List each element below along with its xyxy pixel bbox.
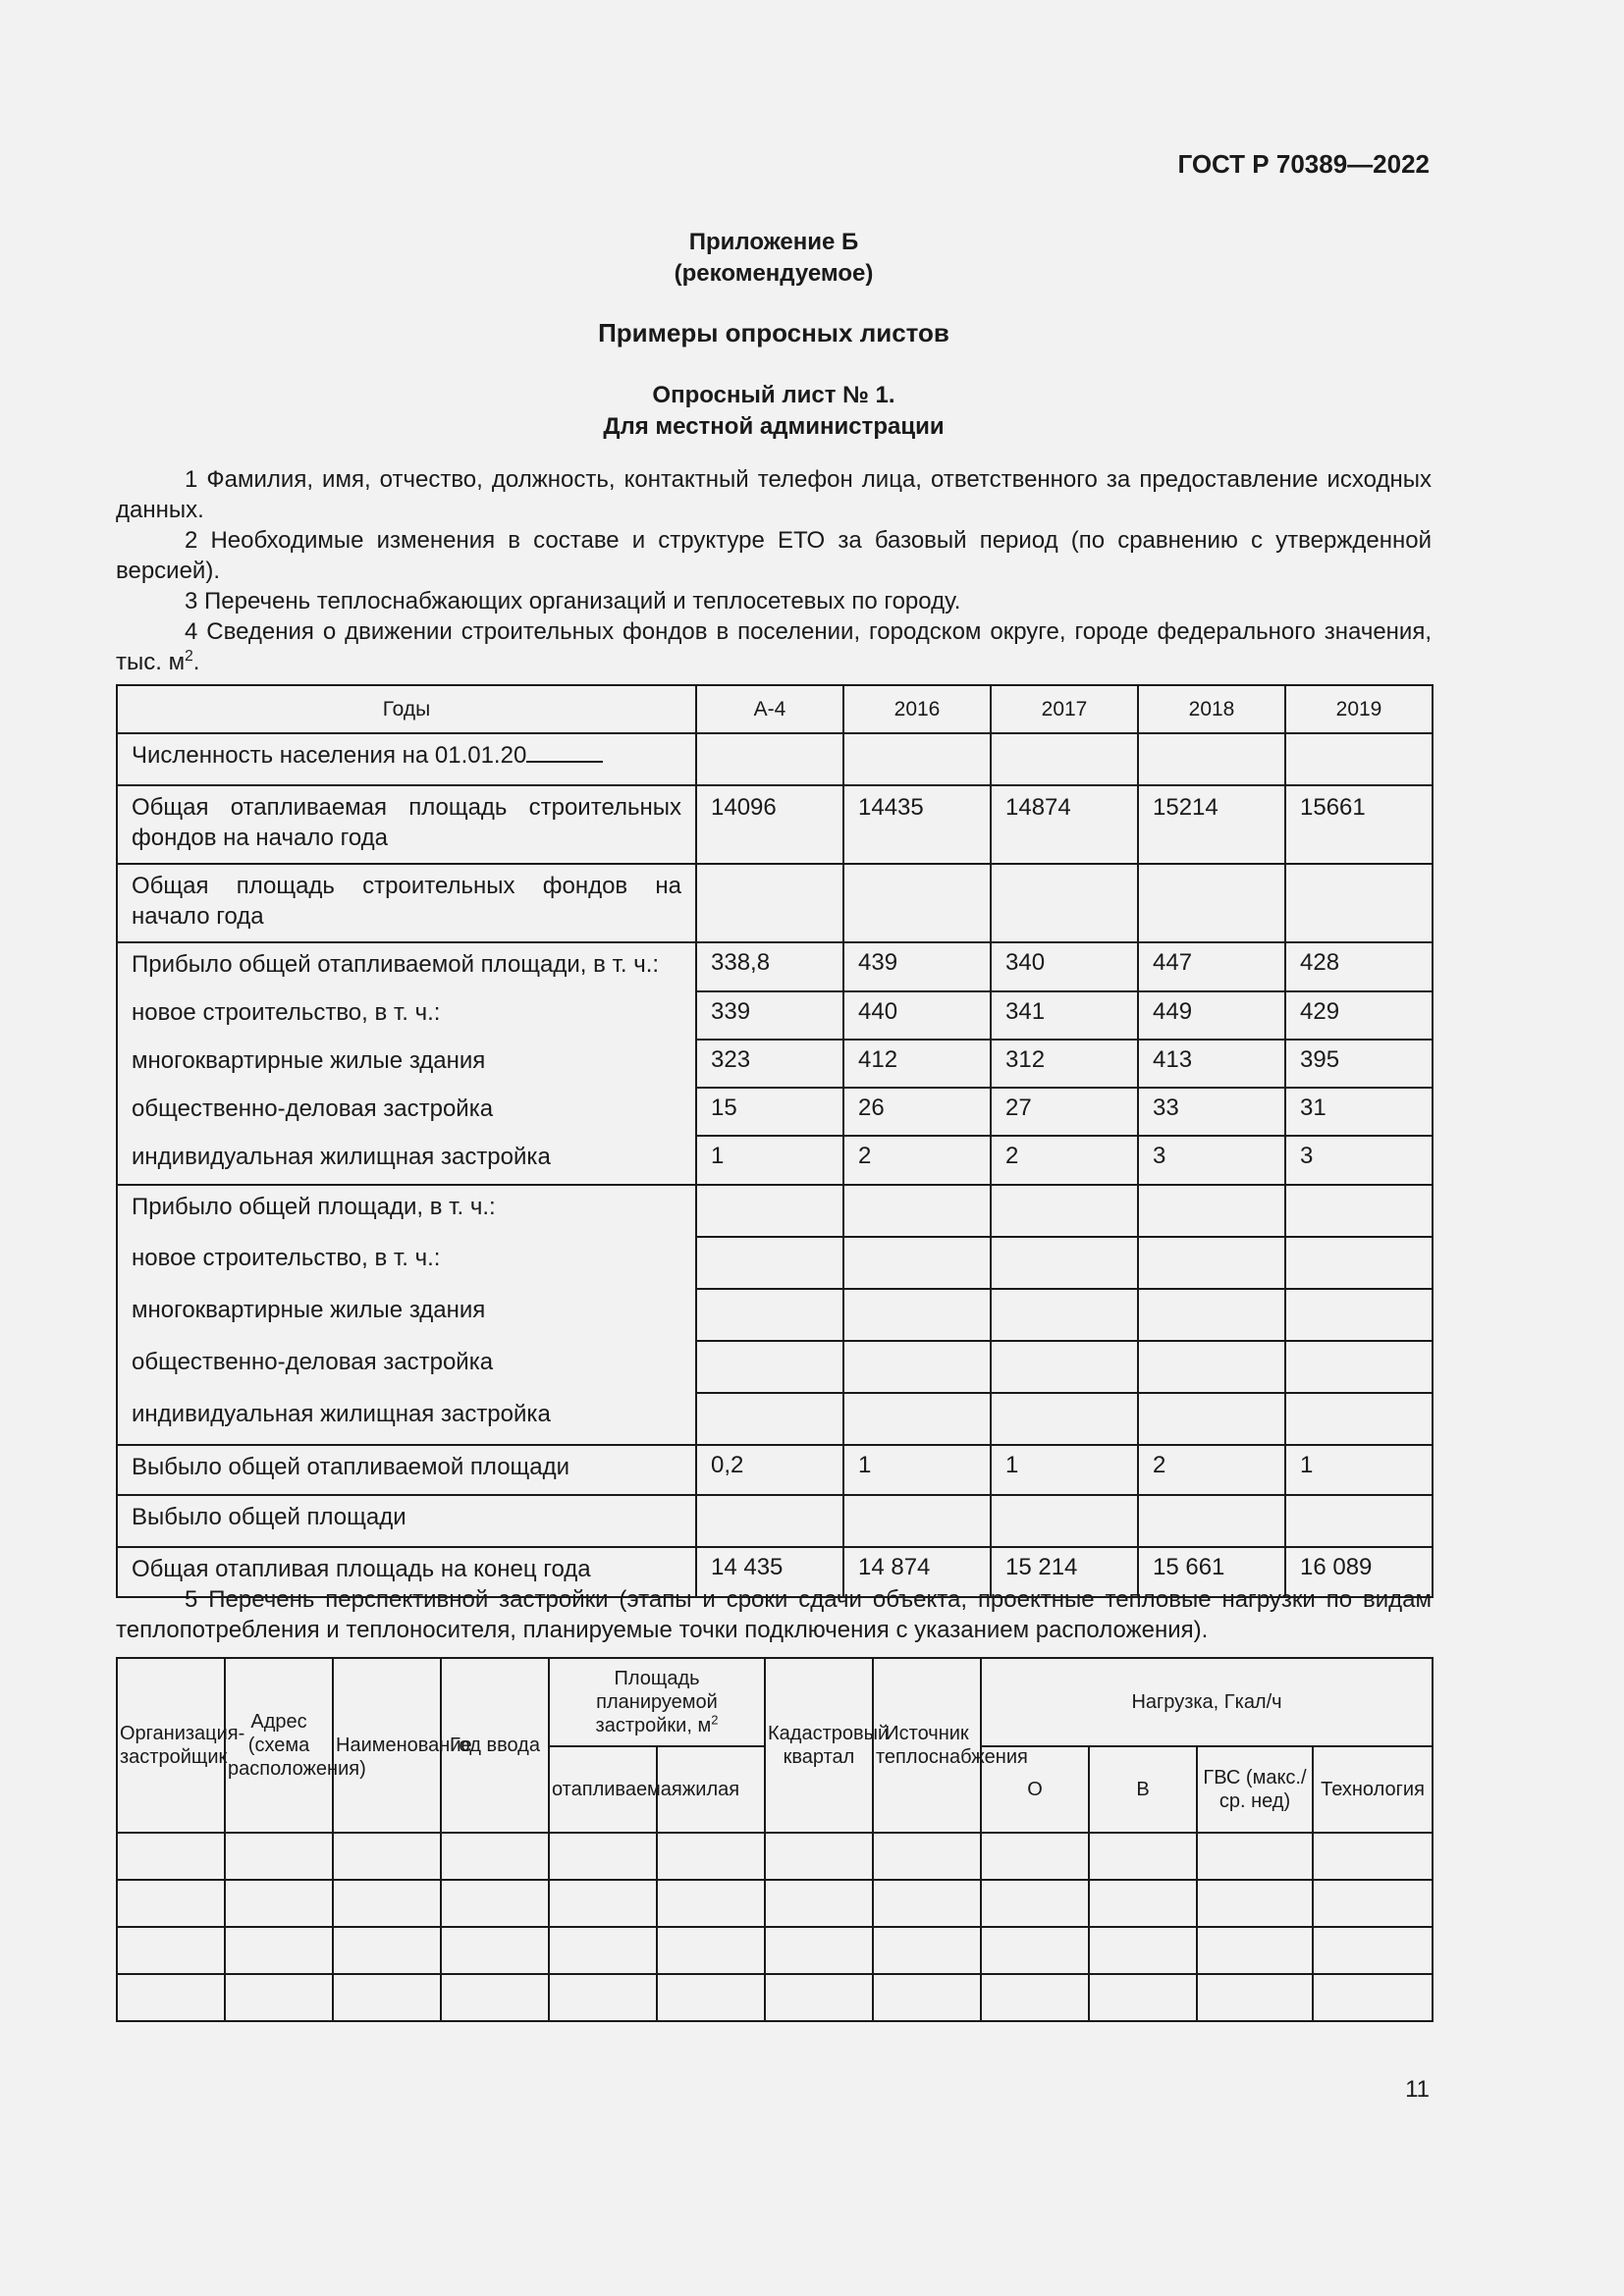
table-cell <box>991 1237 1138 1289</box>
table-cell <box>843 733 991 785</box>
table-cell <box>549 1974 657 2021</box>
header-2016: 2016 <box>843 685 991 733</box>
sheet-subtitle: Для местной администрации <box>603 413 945 440</box>
table-cell <box>1138 1341 1285 1393</box>
row-label: Прибыло общей отапливаемой площади, в т. ч.: <box>117 942 696 991</box>
table-cell: 31 <box>1285 1088 1433 1136</box>
table-cell <box>991 864 1138 942</box>
header-year: Год ввода <box>441 1658 549 1833</box>
row-label: Общая отапливаемая площадь строительных фондов на начало года <box>117 785 696 864</box>
table-cell <box>549 1833 657 1880</box>
table-cell <box>696 1237 843 1289</box>
row-label: Выбыло общей площади <box>117 1495 696 1547</box>
table-cell <box>696 733 843 785</box>
table-cell: 323 <box>696 1040 843 1088</box>
table-cell <box>1285 1289 1433 1341</box>
table-cell <box>1197 1927 1313 1974</box>
table-cell <box>1285 864 1433 942</box>
table-cell <box>991 1185 1138 1237</box>
header-load-tech: Технология <box>1313 1746 1433 1833</box>
table-cell: 15214 <box>1138 785 1285 864</box>
table-cell <box>765 1974 873 2021</box>
table-row <box>117 1341 1433 1393</box>
table-cell <box>991 733 1138 785</box>
table-cell <box>1313 1880 1433 1927</box>
table-cell <box>765 1880 873 1927</box>
table-cell <box>1285 1393 1433 1445</box>
page-number: 11 <box>1405 2076 1430 2103</box>
row-label: Прибыло общей площади, в т. ч.: <box>117 1185 696 1237</box>
table-cell <box>981 1974 1089 2021</box>
paragraph-4-end: . <box>192 649 200 675</box>
table-row <box>117 1974 1433 2021</box>
table-row <box>117 1088 1433 1136</box>
table-row <box>117 991 1433 1040</box>
table-cell <box>1313 1927 1433 1974</box>
table-cell <box>225 1880 333 1927</box>
table-cell <box>117 1833 225 1880</box>
table-cell <box>657 1974 765 2021</box>
table-row <box>117 1495 1433 1547</box>
table-cell <box>1313 1833 1433 1880</box>
table-cell <box>441 1974 549 2021</box>
table-cell <box>549 1927 657 1974</box>
table-cell <box>1285 1495 1433 1547</box>
table-cell <box>843 1237 991 1289</box>
paragraph-5: 5 Перечень перспективной застройки (этапы и сроки сдачи объекта, проектные тепловые нагрузки по видам теплопотребления и теплоносителя, планируемые точки подключения с указанием расположения). <box>116 1586 1432 1643</box>
table-cell: 26 <box>843 1088 991 1136</box>
row-label: общественно-деловая застройка <box>117 1341 696 1393</box>
table-cell <box>441 1927 549 1974</box>
table-cell <box>657 1880 765 1927</box>
table-cell <box>991 1289 1138 1341</box>
table-cell <box>1197 1880 1313 1927</box>
table-cell <box>333 1833 441 1880</box>
table-cell <box>1138 1495 1285 1547</box>
header-heat-source: Источник теплоснабжения <box>873 1658 981 1833</box>
table-cell: 14096 <box>696 785 843 864</box>
table-cell: 413 <box>1138 1040 1285 1088</box>
table-cell <box>843 1393 991 1445</box>
table-row <box>117 733 1433 785</box>
table-cell <box>1197 1974 1313 2021</box>
table-cell <box>991 1341 1138 1393</box>
table-cell: 15 <box>696 1088 843 1136</box>
paragraph-2: 2 Необходимые изменения в составе и структуре ЕТО за базовый период (по сравнению с утвержденной версией). <box>116 527 1432 584</box>
row-label-text: Численность населения на 01.01.20 <box>132 742 527 769</box>
table-cell <box>1138 1289 1285 1341</box>
intro-paragraphs <box>116 464 1432 677</box>
table-cell <box>117 1927 225 1974</box>
table-cell <box>117 1974 225 2021</box>
table-cell: 395 <box>1285 1040 1433 1088</box>
row-label: многоквартирные жилые здания <box>117 1289 696 1341</box>
table-cell <box>843 864 991 942</box>
table-cell <box>1138 1185 1285 1237</box>
table-cell: 16 089 <box>1285 1547 1433 1597</box>
table-cell: 27 <box>991 1088 1138 1136</box>
table-cell: 439 <box>843 942 991 991</box>
table-cell <box>225 1974 333 2021</box>
table-cell <box>981 1927 1089 1974</box>
blank-line <box>526 741 603 763</box>
table-cell: 449 <box>1138 991 1285 1040</box>
table-cell: 428 <box>1285 942 1433 991</box>
table-cell <box>843 1185 991 1237</box>
header-cadastral: Кадастровый квартал <box>765 1658 873 1833</box>
table-cell: 1 <box>843 1445 991 1495</box>
table-cell <box>696 1495 843 1547</box>
paragraph-3: 3 Перечень теплоснабжающих организаций и теплосетевых по городу. <box>185 588 961 614</box>
sheet-title: Опросный лист № 1. <box>652 382 895 408</box>
table-cell <box>1285 1237 1433 1289</box>
table-cell <box>1285 1341 1433 1393</box>
table-cell <box>696 1393 843 1445</box>
header-area-residential: жилая <box>657 1746 765 1833</box>
row-label <box>117 733 696 785</box>
table-cell <box>1138 733 1285 785</box>
table-cell: 15 661 <box>1138 1547 1285 1597</box>
header-2018: 2018 <box>1138 685 1285 733</box>
table-cell <box>333 1927 441 1974</box>
planned-development-table <box>116 1657 1434 2022</box>
table-cell <box>843 1289 991 1341</box>
table-cell <box>441 1833 549 1880</box>
appendix-note: (рекомендуемое) <box>674 260 874 287</box>
table-cell: 15 214 <box>991 1547 1138 1597</box>
table-cell <box>333 1880 441 1927</box>
row-label: индивидуальная жилищная застройка <box>117 1393 696 1445</box>
table-cell <box>1138 1237 1285 1289</box>
table-cell <box>991 1495 1138 1547</box>
table-cell <box>873 1880 981 1927</box>
table-cell <box>1138 864 1285 942</box>
header-planned-area-sup: 2 <box>711 1712 719 1728</box>
table-cell: 447 <box>1138 942 1285 991</box>
table-cell <box>991 1393 1138 1445</box>
table-cell <box>696 1341 843 1393</box>
table-cell <box>1285 1185 1433 1237</box>
table-cell: 3 <box>1138 1136 1285 1185</box>
header-planned-area-text: Площадь планируемой застройки, м <box>595 1668 718 1736</box>
header-organization: Организация-застройщик <box>117 1658 225 1833</box>
table-cell: 2 <box>991 1136 1138 1185</box>
paragraph-4 <box>116 616 1432 677</box>
table-cell: 15661 <box>1285 785 1433 864</box>
table-cell <box>333 1974 441 2021</box>
sheet-heading <box>116 380 1432 443</box>
table-cell <box>1197 1833 1313 1880</box>
table-cell: 1 <box>1285 1445 1433 1495</box>
section-title: Примеры опросных листов <box>598 318 949 347</box>
table-row <box>117 1289 1433 1341</box>
table-cell: 2 <box>1138 1445 1285 1495</box>
table-row <box>117 942 1433 991</box>
table-cell: 338,8 <box>696 942 843 991</box>
table-row <box>117 1237 1433 1289</box>
table-cell: 14 874 <box>843 1547 991 1597</box>
appendix-heading <box>116 227 1432 290</box>
row-label: многоквартирные жилые здания <box>117 1040 696 1088</box>
table-cell <box>1089 1833 1197 1880</box>
table-cell <box>117 1880 225 1927</box>
table-cell: 429 <box>1285 991 1433 1040</box>
table-cell <box>1285 733 1433 785</box>
table-header-row <box>117 685 1433 733</box>
header-a4: А-4 <box>696 685 843 733</box>
paragraph-5-block <box>116 1584 1432 1645</box>
table-cell: 412 <box>843 1040 991 1088</box>
table-cell <box>981 1880 1089 1927</box>
table-cell: 14435 <box>843 785 991 864</box>
table-cell: 440 <box>843 991 991 1040</box>
table-cell <box>225 1833 333 1880</box>
table-cell: 339 <box>696 991 843 1040</box>
table-row <box>117 864 1433 942</box>
table-cell <box>696 1185 843 1237</box>
table-cell: 0,2 <box>696 1445 843 1495</box>
table-cell <box>1313 1974 1433 2021</box>
table-cell <box>1138 1393 1285 1445</box>
table-cell: 2 <box>843 1136 991 1185</box>
header-load-gvs: ГВС (макс./ср. нед) <box>1197 1746 1313 1833</box>
table-cell: 341 <box>991 991 1138 1040</box>
table-row <box>117 1833 1433 1880</box>
table-cell <box>765 1833 873 1880</box>
header-planned-area <box>549 1658 765 1746</box>
paragraph-4-text: 4 Сведения о движении строительных фондов в поселении, городском округе, городе федерального значения, тыс. м <box>116 618 1432 675</box>
header-2017: 2017 <box>991 685 1138 733</box>
table-cell: 33 <box>1138 1088 1285 1136</box>
table-cell <box>441 1880 549 1927</box>
table-cell <box>225 1927 333 1974</box>
row-label: новое строительство, в т. ч.: <box>117 1237 696 1289</box>
table-cell: 14 435 <box>696 1547 843 1597</box>
table-cell <box>873 1927 981 1974</box>
table-row <box>117 1927 1433 1974</box>
table-cell <box>657 1833 765 1880</box>
row-label: общественно-деловая застройка <box>117 1088 696 1136</box>
table-cell <box>1089 1927 1197 1974</box>
table-row <box>117 1393 1433 1445</box>
row-label: Общая отапливая площадь на конец года <box>117 1547 696 1597</box>
table-cell: 1 <box>991 1445 1138 1495</box>
row-label: новое строительство, в т. ч.: <box>117 991 696 1040</box>
table-row <box>117 1880 1433 1927</box>
table-cell <box>873 1974 981 2021</box>
table-cell <box>981 1833 1089 1880</box>
table-cell <box>696 864 843 942</box>
table-cell <box>873 1833 981 1880</box>
table-cell: 14874 <box>991 785 1138 864</box>
table-cell <box>549 1880 657 1927</box>
table-row <box>117 1136 1433 1185</box>
table-cell <box>843 1341 991 1393</box>
table-row <box>117 1445 1433 1495</box>
table-cell <box>1089 1880 1197 1927</box>
building-funds-table <box>116 684 1434 1598</box>
table-row <box>117 1185 1433 1237</box>
appendix-title: Приложение Б <box>688 229 859 255</box>
table-cell <box>843 1495 991 1547</box>
header-load: Нагрузка, Гкал/ч <box>981 1658 1433 1746</box>
header-name: Наименование <box>333 1658 441 1833</box>
document-code: ГОСТ Р 70389—2022 <box>1177 149 1430 179</box>
header-row-1 <box>117 1658 1433 1746</box>
table-cell: 1 <box>696 1136 843 1185</box>
row-label: индивидуальная жилищная застройка <box>117 1136 696 1185</box>
header-address: Адрес (схема расположения) <box>225 1658 333 1833</box>
header-2019: 2019 <box>1285 685 1433 733</box>
row-label: Общая площадь строительных фондов на начало года <box>117 864 696 942</box>
table-cell: 312 <box>991 1040 1138 1088</box>
table-row <box>117 785 1433 864</box>
table-row <box>117 1040 1433 1088</box>
paragraph-4-sup: 2 <box>185 648 193 665</box>
row-label: Выбыло общей отапливаемой площади <box>117 1445 696 1495</box>
table-cell: 340 <box>991 942 1138 991</box>
header-area-heated: отапливаемая <box>549 1746 657 1833</box>
header-years: Годы <box>117 685 696 733</box>
table-cell <box>696 1289 843 1341</box>
header-load-v: В <box>1089 1746 1197 1833</box>
header-load-o: О <box>981 1746 1089 1833</box>
table-cell <box>765 1927 873 1974</box>
table-cell <box>657 1927 765 1974</box>
paragraph-1: 1 Фамилия, имя, отчество, должность, контактный телефон лица, ответственного за предоставление исходных данных. <box>116 466 1432 523</box>
table-cell <box>1089 1974 1197 2021</box>
table-cell: 3 <box>1285 1136 1433 1185</box>
